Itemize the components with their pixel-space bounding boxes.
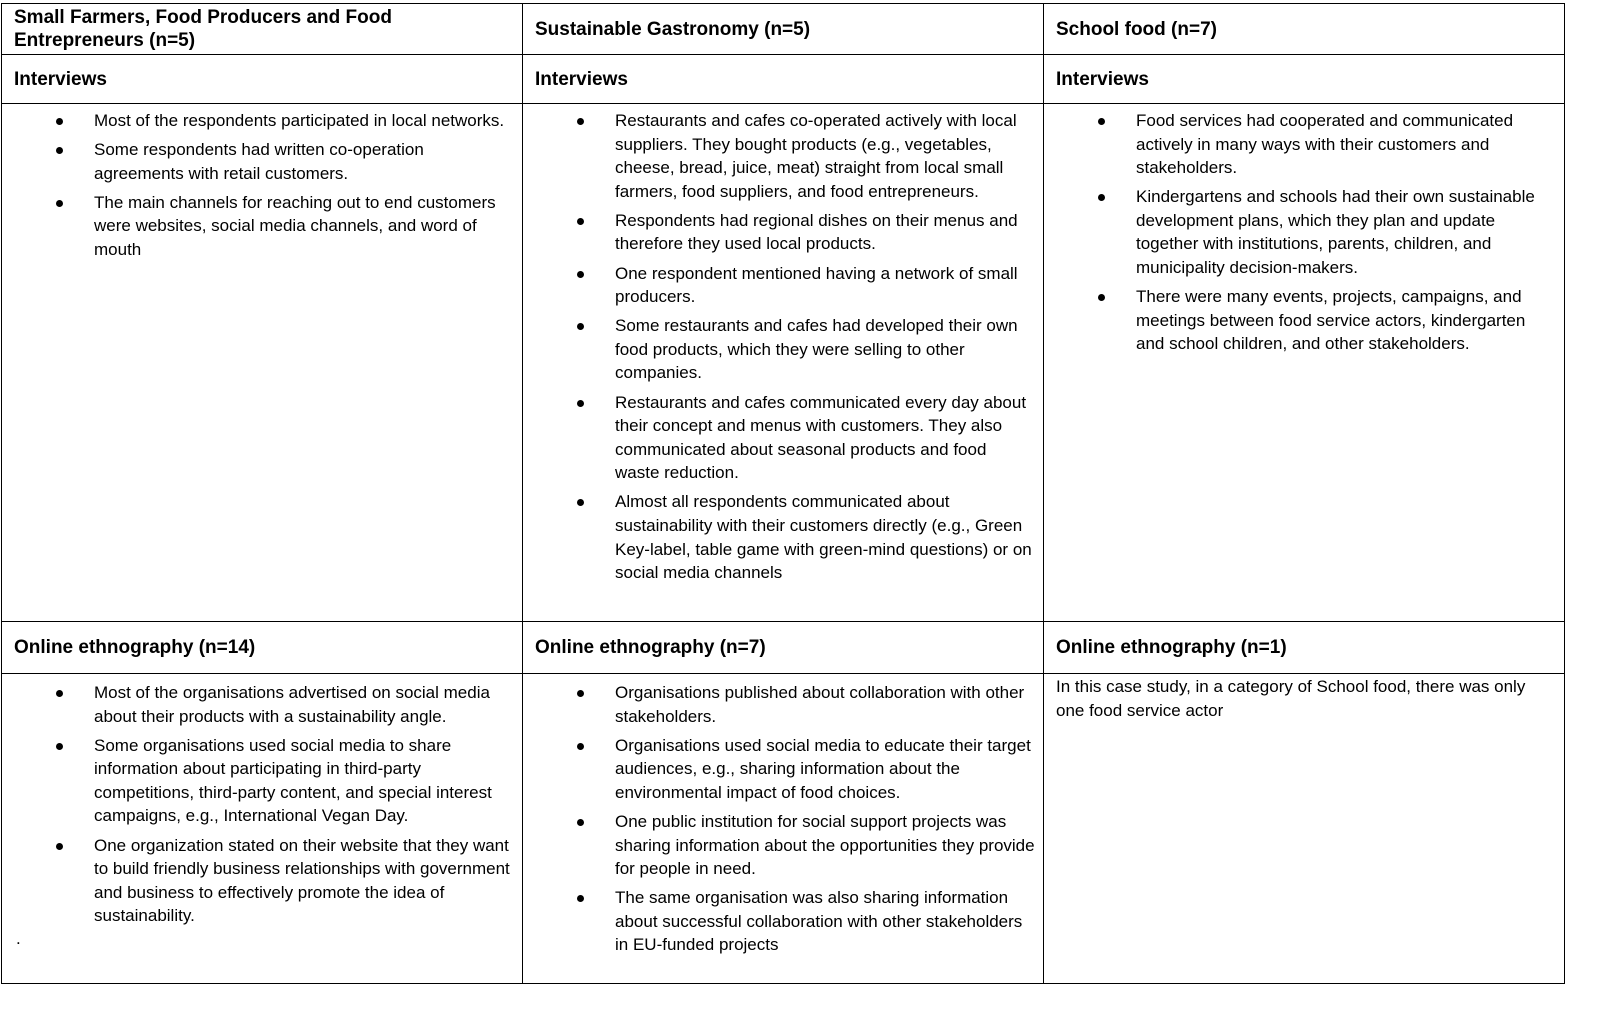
- ethnography-list-sustainable-gastronomy: [523, 674, 1043, 957]
- list-item: Kindergartens and schools had their own sustainable development plans, which they plan and update together with institutions, parents, children, and municipality decision-makers.: [1044, 185, 1556, 279]
- ethnography-label-row: [2, 622, 1565, 674]
- trailing-period: .: [16, 929, 21, 948]
- list-item: Respondents had regional dishes on their menus and therefore they used local products.: [523, 209, 1035, 256]
- bullet-icon: [577, 690, 584, 697]
- header-school-food: School food (n=7): [1056, 18, 1217, 40]
- ethnography-school-food-text: In this case study, in a category of School food, there was only one food service actor: [1056, 677, 1526, 720]
- list-item: The main channels for reaching out to end customers were websites, social media channels, and word of mouth: [2, 191, 514, 262]
- findings-table: [1, 3, 1565, 984]
- list-item: Organisations used social media to educate their target audiences, e.g., sharing information about the environmental impact of food choices.: [523, 734, 1035, 805]
- header-small-farmers: Small Farmers, Food Producers and Food Entrepreneurs (n=5): [14, 7, 392, 51]
- bullet-icon: [577, 118, 584, 125]
- interviews-list-small-farmers: [2, 104, 522, 262]
- bullet-icon: [56, 843, 63, 850]
- bullet-icon: [577, 323, 584, 330]
- list-item: The same organisation was also sharing information about successful collaboration with other stakeholders in EU-funded projects: [523, 886, 1035, 957]
- bullet-icon: [56, 743, 63, 750]
- list-item: One public institution for social support projects was sharing information about the opportunities they provide for people in need.: [523, 810, 1035, 881]
- ethnography-cell-small-farmers: [2, 674, 523, 984]
- header-cell-sustainable-gastronomy: [523, 4, 1044, 55]
- interviews-body-row: [2, 104, 1565, 622]
- ethnography-body-row: [2, 674, 1565, 984]
- list-item: Restaurants and cafes co-operated actively with local suppliers. They bought products (e.g., vegetables, cheese, bread, juice, meat) straight from local small farmers, food suppliers, and food entrepreneurs.: [523, 109, 1035, 203]
- interviews-label: Interviews: [14, 68, 107, 90]
- list-item: Almost all respondents communicated about sustainability with their customers directly (e.g., Green Key-label, table game with green-mind questions) or on social media channels: [523, 490, 1035, 584]
- list-item: Some restaurants and cafes had developed their own food products, which they were selling to other companies.: [523, 314, 1035, 385]
- ethnography-label: Online ethnography (n=14): [14, 637, 256, 658]
- header-row: [2, 4, 1565, 55]
- list-item: Most of the organisations advertised on social media about their products with a sustainability angle.: [2, 681, 514, 728]
- list-item: One respondent mentioned having a network of small producers.: [523, 262, 1035, 309]
- interviews-label: Interviews: [535, 68, 628, 90]
- ethnography-label: Online ethnography (n=1): [1056, 637, 1287, 658]
- bullet-icon: [577, 499, 584, 506]
- bullet-icon: [577, 895, 584, 902]
- bullet-icon: [1098, 118, 1105, 125]
- list-item: There were many events, projects, campaigns, and meetings between food service actors, kindergarten and school children, and other stakeholders.: [1044, 285, 1556, 356]
- ethnography-cell-sustainable-gastronomy: [523, 674, 1044, 984]
- bullet-icon: [577, 819, 584, 826]
- bullet-icon: [56, 690, 63, 697]
- interviews-label: Interviews: [1056, 68, 1149, 90]
- bullet-icon: [1098, 194, 1105, 201]
- bullet-icon: [56, 118, 63, 125]
- interviews-label-row: [2, 55, 1565, 104]
- header-cell-school-food: [1044, 4, 1565, 55]
- list-item: Some respondents had written co-operation agreements with retail customers.: [2, 138, 514, 185]
- list-item: Restaurants and cafes communicated every day about their concept and menus with customers. They also communicated about seasonal products and food waste reduction.: [523, 391, 1035, 485]
- list-item: Food services had cooperated and communicated actively in many ways with their customers and stakeholders.: [1044, 109, 1556, 180]
- header-sustainable-gastronomy: Sustainable Gastronomy (n=5): [535, 18, 811, 40]
- bullet-icon: [56, 147, 63, 154]
- ethnography-list-small-farmers: [2, 674, 522, 928]
- interviews-cell-school-food: [1044, 104, 1565, 622]
- bullet-icon: [577, 743, 584, 750]
- interviews-list-school-food: [1044, 104, 1564, 356]
- list-item: Organisations published about collaboration with other stakeholders.: [523, 681, 1035, 728]
- interviews-cell-small-farmers: [2, 104, 523, 622]
- interviews-list-sustainable-gastronomy: [523, 104, 1043, 585]
- bullet-icon: [577, 271, 584, 278]
- ethnography-label: Online ethnography (n=7): [535, 637, 766, 658]
- interviews-cell-sustainable-gastronomy: [523, 104, 1044, 622]
- bullet-icon: [56, 200, 63, 207]
- list-item: Most of the respondents participated in local networks.: [2, 109, 514, 133]
- list-item: One organization stated on their website that they want to build friendly business relationships with government and business to effectively promote the idea of sustainability.: [2, 834, 514, 928]
- bullet-icon: [577, 400, 584, 407]
- list-item: Some organisations used social media to share information about participating in third-party competitions, third-party content, and special interest campaigns, e.g., International Vegan Day.: [2, 734, 514, 828]
- ethnography-cell-school-food: [1044, 674, 1565, 984]
- bullet-icon: [577, 218, 584, 225]
- header-cell-small-farmers: [2, 4, 523, 55]
- bullet-icon: [1098, 294, 1105, 301]
